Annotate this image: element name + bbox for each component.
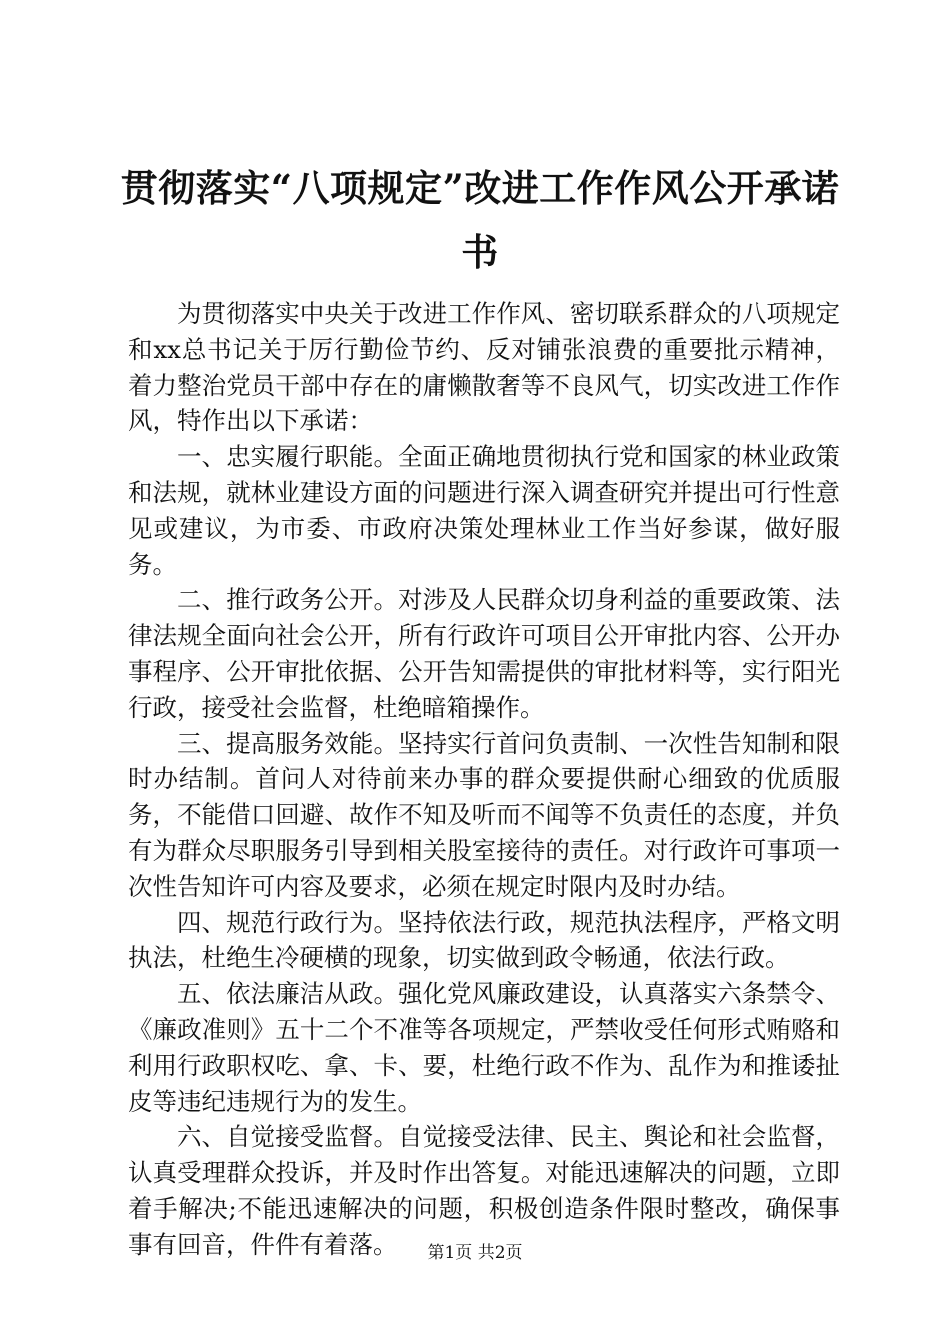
- document-body: [128, 296, 840, 1263]
- page-number: 第1页 共2页: [427, 1243, 523, 1263]
- intro-paragraph: 为贯彻落实中央关于改进工作作风、密切联系群众的八项规定和xx总书记关于厉行勤俭节约、反对铺张浪费的重要批示精神，着力整治党员干部中存在的庸懒散奢等不良风气，切实改进工作作风，特作出以下承诺：: [128, 299, 840, 436]
- commitment-paragraph-3: 三、提高服务效能。坚持实行首问负责制、一次性告知制和限时办结制。首问人对待前来办事的群众要提供耐心细致的优质服务，不能借口回避、故作不知及听而不闻等不负责任的态度，并负有为群众尽职服务引导到相关股室接待的责任。对行政许可事项一次性告知许可内容及要求，必须在规定时限内及时办结。: [128, 728, 840, 901]
- commitment-paragraph-5: 五、依法廉洁从政。强化党风廉政建设，认真落实六条禁令、《廉政准则》五十二个不准等各项规定，严禁收受任何形式贿赂和利用行政职权吃、拿、卡、要，杜绝行政不作为、乱作为和推诿扯皮等违纪违规行为的发生。: [128, 979, 840, 1116]
- commitment-paragraph-4: 四、规范行政行为。坚持依法行政，规范执法程序，严格文明执法，杜绝生冷硬横的现象，切实做到政令畅通，依法行政。: [128, 907, 840, 973]
- commitment-paragraph-6: 六、自觉接受监督。自觉接受法律、民主、舆论和社会监督，认真受理群众投诉，并及时作出答复。对能迅速解决的问题，立即着手解决;不能迅速解决的问题，积极创造条件限时整改，确保事事有回音，件件有着落。: [128, 1122, 840, 1259]
- document-title: 贯彻落实“八项规定”改进工作作风公开承诺书: [120, 166, 840, 274]
- commitment-paragraph-1: 一、忠实履行职能。全面正确地贯彻执行党和国家的林业政策和法规，就林业建设方面的问题进行深入调查研究并提出可行性意见或建议，为市委、市政府决策处理林业工作当好参谋，做好服务。: [128, 442, 840, 579]
- commitment-paragraph-2: 二、推行政务公开。对涉及人民群众切身利益的重要政策、法律法规全面向社会公开，所有行政许可项目公开审批内容、公开办事程序、公开审批依据、公开告知需提供的审批材料等，实行阳光行政，接受社会监督，杜绝暗箱操作。: [128, 585, 840, 722]
